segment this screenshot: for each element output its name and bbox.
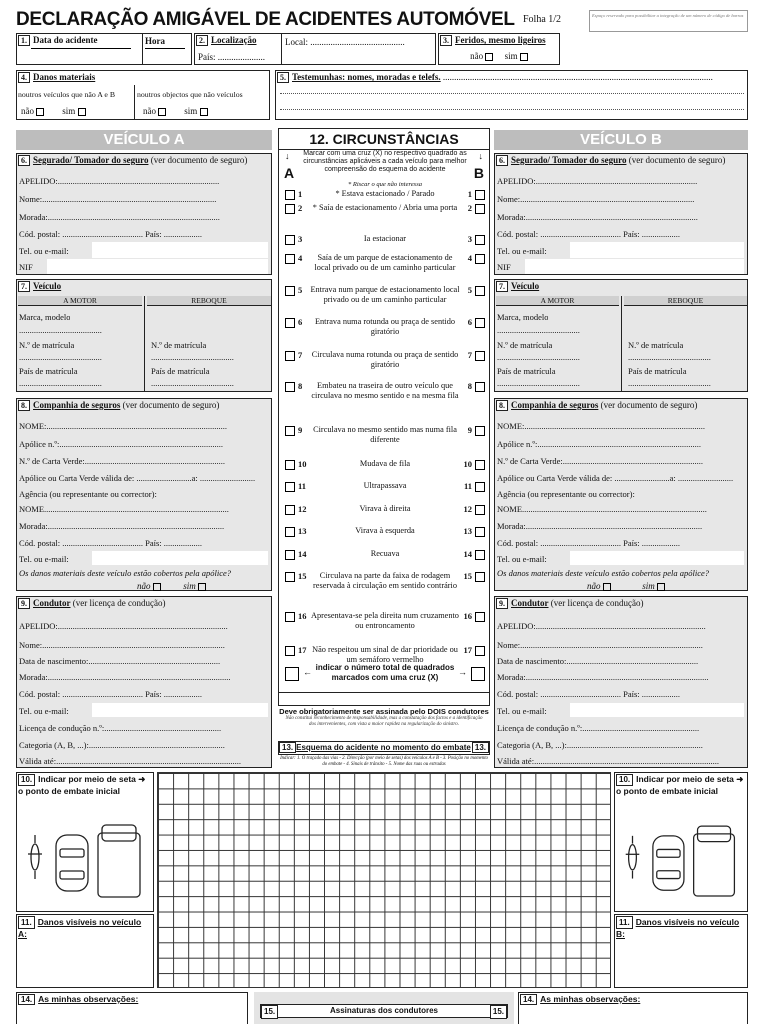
damage-objects-no-checkbox[interactable] xyxy=(158,108,166,116)
insured-b-nif-input[interactable] xyxy=(525,259,744,274)
country-field[interactable]: País: ..................... xyxy=(198,52,266,62)
circumstance-text: * Saía de estacionamento / Abria uma porta xyxy=(312,203,458,212)
signatures-area: 15. Assinaturas dos condutores 15. xyxy=(254,992,514,1024)
circumstance-b-checkbox[interactable] xyxy=(475,482,485,492)
circumstance-number: 1 xyxy=(467,189,472,199)
circumstance-b-checkbox[interactable] xyxy=(475,426,485,436)
vehicle-silhouettes-icon[interactable] xyxy=(18,819,154,909)
circumstance-text: Apresentava-se pela direita num cruzamento ou entroncamento xyxy=(311,611,459,630)
circumstance-b-checkbox[interactable] xyxy=(475,254,485,264)
visible-damage-a-label: Danos visíveis no veículo A: xyxy=(18,917,142,939)
insurer-a-covered-yes[interactable] xyxy=(198,583,206,591)
visible-damage-b-box: 11. Danos visíveis no veículo B: xyxy=(614,914,748,988)
circumstance-text: Embateu na traseira de outro veículo que circulava no mesmo sentido e na mesma fila xyxy=(311,381,459,400)
circumstance-b-checkbox[interactable] xyxy=(475,190,485,200)
insurer-b-tel-input[interactable] xyxy=(570,551,744,565)
circumstance-text: Ultrapassava xyxy=(363,481,407,490)
total-label: indicar o número total de quadrados marcados com uma cruz (X) xyxy=(315,663,455,682)
circumstances-instructions: Marcar com uma cruz (X) no respectivo quadrado as circunstâncias aplicáveis a cada veículo para melhor compreensão do esquema do acidente xyxy=(303,150,467,173)
circumstance-number: 8 xyxy=(467,381,472,391)
insured-a-tel-input[interactable] xyxy=(92,242,268,258)
circumstance-a-checkbox[interactable] xyxy=(285,286,295,296)
circumstance-number: 3 xyxy=(467,234,472,244)
circumstance-text: Entrava numa rotunda ou praça de sentido giratório xyxy=(314,317,456,336)
circumstance-row xyxy=(279,253,491,279)
driver-a-tel-input[interactable] xyxy=(92,703,268,717)
circumstance-a-checkbox[interactable] xyxy=(285,527,295,537)
circumstance-a-checkbox[interactable] xyxy=(285,235,295,245)
circumstance-row xyxy=(279,459,491,473)
location-label: Localização xyxy=(211,35,257,45)
circumstance-number: 10 xyxy=(463,459,472,469)
circumstance-a-checkbox[interactable] xyxy=(285,254,295,264)
observations-b-label: As minhas observações: xyxy=(540,994,641,1004)
injured-yes-checkbox[interactable] xyxy=(520,53,528,61)
signatures-label: Assinaturas dos condutores xyxy=(329,1006,439,1015)
circumstance-row xyxy=(279,350,491,376)
accident-sketch-grid[interactable] xyxy=(157,772,611,988)
circumstance-a-checkbox[interactable] xyxy=(285,426,295,436)
scheme-title: Esquema do acidente no momento do embate xyxy=(296,743,471,752)
circumstance-number: 3 xyxy=(298,234,303,244)
circumstance-number: 16 xyxy=(463,611,472,621)
circumstance-a-checkbox[interactable] xyxy=(285,550,295,560)
circumstance-row xyxy=(279,285,491,311)
circumstance-number: 11 xyxy=(298,481,307,491)
circumstance-text: Circulava numa rotunda ou praça de sentido giratório xyxy=(311,350,459,369)
circumstance-b-checkbox[interactable] xyxy=(475,318,485,328)
driver-a-box: 9. Condutor (ver licença de condução) APELIDO:................................................................................ Nome:...................................................................................... Data de nascimento:.............................................................. Morada:...................................................................................... Cód. postal: ...................................... País: .................. Tel. ou e-mail: Licença de condução n.º:....................................................... Categoria (A, B, ...):................................................................ Válida até:....................................................................................... xyxy=(16,596,272,768)
impact-point-b-box: 10. Indicar por meio de seta ➜ o ponto de embate inicial xyxy=(614,772,748,912)
location-box: 2. Localização Local: .......................................... País: ..................... xyxy=(194,33,436,65)
local-field[interactable]: Local: .......................................... xyxy=(285,37,405,47)
material-damage-box: 4. Danos materiais noutros veículos que não A e B noutros objectos que não veículos não sim não sim xyxy=(16,70,270,120)
circumstance-number: 17 xyxy=(298,645,307,655)
form-title: DECLARAÇÃO AMIGÁVEL DE ACIDENTES AUTOMÓVEL xyxy=(16,9,515,30)
circumstance-b-checkbox[interactable] xyxy=(475,351,485,361)
insurer-b-covered-yes[interactable] xyxy=(657,583,665,591)
circumstance-number: 14 xyxy=(298,549,307,559)
circumstance-number: 6 xyxy=(298,317,303,327)
accident-date-label: Data do acidente xyxy=(33,35,98,45)
circumstance-text: Mudava de fila xyxy=(359,459,411,468)
observations-b-box: 14. As minhas observações: xyxy=(518,992,748,1024)
circumstance-b-checkbox[interactable] xyxy=(475,527,485,537)
vehicle-a-heading: VEÍCULO A xyxy=(16,130,272,150)
accident-time-label: Hora xyxy=(145,36,165,46)
circumstance-number: 15 xyxy=(463,571,472,581)
insurer-a-covered-no[interactable] xyxy=(153,583,161,591)
insured-a-nif-input[interactable] xyxy=(47,259,268,274)
circumstance-row xyxy=(279,504,491,518)
driver-b-box: 9. Condutor (ver licença de condução) APELIDO:................................................................................ Nome:...................................................................................... Data de nascimento:.............................................................. Morada:...................................................................................... Cód. postal: ...................................... País: .................. Tel. ou e-mail: Licença de condução n.º:....................................................... Categoria (A, B, ...):................................................................ Válida até:....................................................................................... xyxy=(494,596,748,768)
circumstance-text: Não respeitou um sinal de dar prioridade ou um semáforo vermelho xyxy=(312,645,458,664)
circumstance-b-checkbox[interactable] xyxy=(475,382,485,392)
circumstance-a-checkbox[interactable] xyxy=(285,646,295,656)
circumstance-row xyxy=(279,611,491,637)
circumstance-a-checkbox[interactable] xyxy=(285,572,295,582)
circumstance-number: 12 xyxy=(298,504,307,514)
circumstance-b-checkbox[interactable] xyxy=(475,646,485,656)
circumstance-a-checkbox[interactable] xyxy=(285,382,295,392)
damage-vehicles-no-checkbox[interactable] xyxy=(36,108,44,116)
injured-label: Feridos, mesmo ligeiros xyxy=(455,35,546,45)
circumstance-row xyxy=(279,481,491,495)
circumstance-number: 13 xyxy=(463,526,472,536)
circumstance-number: 12 xyxy=(463,504,472,514)
total-b-box[interactable] xyxy=(471,667,485,681)
circumstances-box: 12. CIRCUNSTÂNCIAS ↓ ↓ A B Marcar com uma cruz (X) no respectivo quadrado as circunstâncias aplicáveis a cada veículo para melhor compreensão do esquema do acidente * Riscar o que não interessa 1 * Estava estacionado / Parado 1 2 * Saía de estacionamento / Abria uma porta 2 3 Ia estacionar 3 4 Saía de um parque de estacionamento de local privado ou de um caminho particular 4 5 Entrava num parque de estacionamento local privado ou de um caminho particular 5 6 Entrava numa rotunda ou praça de sentido giratório 6 7 Circulava numa rotunda ou praça de sentido giratório 7 8 Embateu na traseira de outro veículo que circulava no mesmo sentido e na mesma fila 8 9 Circulava no mesmo sentido mas numa fila diferente 9 10 Mudava de fila 10 11 Ultrapassava 11 12 Virava à direita 12 13 Virava à esquerda 13 14 Recuava 14 15 Circulava na parte da faixa de rodagem reservada à circulação em sentido contrário 15 16 Apresentava-se pela direita num cruzamento ou entroncamento 16 17 Não respeitou um sinal de dar prioridade ou um semáforo vermelho 17 ← indicar o número total de quadrados marcados com uma cruz (X) → xyxy=(278,128,490,706)
circumstance-number: 5 xyxy=(298,285,303,295)
circumstance-number: 4 xyxy=(467,253,472,263)
circumstance-number: 6 xyxy=(467,317,472,327)
observations-a-label: As minhas observações: xyxy=(38,994,139,1004)
accident-date-input[interactable] xyxy=(31,49,136,63)
damage-vehicles-yes-checkbox[interactable] xyxy=(78,108,86,116)
accident-date-box xyxy=(16,33,192,65)
circumstance-b-checkbox[interactable] xyxy=(475,235,485,245)
accident-time-input[interactable] xyxy=(145,49,189,63)
driver-b-tel-input[interactable] xyxy=(570,703,744,717)
circumstance-number: 2 xyxy=(298,203,303,213)
insurer-a-box: 8. Companhia de seguros (ver documento de seguro) NOME:..................................................................................... Apólice n.º:............................................................................. N.º de Carta Verde:.................................................................. Apólice ou Carta Verde válida de: ..........................a: .......................... Agência (ou representante ou corrector): NOME....................................................................................... Morada:................................................................................... Cód. postal: ...................................... País: .................. Tel. ou e-mail: Os danos materiais deste veículo estão cobertos pela apólice? não sim xyxy=(16,398,272,591)
visible-damage-b-label: Danos visíveis no veículo B: xyxy=(616,917,740,939)
insurer-b-covered-no[interactable] xyxy=(603,583,611,591)
circumstance-a-checkbox[interactable] xyxy=(285,505,295,515)
circumstance-b-checkbox[interactable] xyxy=(475,572,485,582)
circumstance-b-checkbox[interactable] xyxy=(475,612,485,622)
vehicle-a-box: 7. Veículo A MOTOR REBOQUE Marca, modelo ....................................... N.º de matrícula ....................................... País de matrícula ....................................... N.º de matrícula ....................................... País de matrícula ....................................... xyxy=(16,279,272,392)
circumstance-a-checkbox[interactable] xyxy=(285,460,295,470)
circumstance-number: 15 xyxy=(298,571,307,581)
insured-a-box: 6. Segurado/ Tomador do seguro (ver documento de seguro) APELIDO:............................................................................ Nome:.................................................................................. Morada:................................................................................. Cód. postal: ...................................... País: .................. Tel. ou e-mail: NIF xyxy=(16,153,272,275)
section-number: 1. xyxy=(18,35,30,46)
circumstance-text: Recuava xyxy=(370,549,400,558)
circumstance-number: 4 xyxy=(298,253,303,263)
circumstance-row xyxy=(279,234,491,248)
circumstance-number: 13 xyxy=(298,526,307,536)
circumstance-b-checkbox[interactable] xyxy=(475,505,485,515)
circumstance-text: Entrava num parque de estacionamento local privado ou de um caminho particular xyxy=(310,285,460,304)
circumstance-b-checkbox[interactable] xyxy=(475,460,485,470)
circumstance-a-checkbox[interactable] xyxy=(285,351,295,361)
barcode-area: Espaço reservado para possibilitar a integração de um número de código de barras xyxy=(589,10,748,32)
circumstance-text: Virava à esquerda xyxy=(355,526,415,535)
circumstance-a-checkbox[interactable] xyxy=(285,318,295,328)
circumstance-row xyxy=(279,381,491,417)
damage-objects-yes-checkbox[interactable] xyxy=(200,108,208,116)
circumstance-text: Ia estacionar xyxy=(363,234,407,243)
circumstance-number: 2 xyxy=(467,203,472,213)
circumstance-row xyxy=(279,425,491,451)
circumstance-row xyxy=(279,203,491,229)
sheet-number: Folha 1/2 xyxy=(523,14,562,25)
vehicle-b-box: 7. Veículo A MOTOR REBOQUE Marca, modelo ....................................... N.º de matrícula ....................................... País de matrícula ....................................... N.º de matrícula ....................................... País de matrícula ....................................... xyxy=(494,279,748,392)
scheme-header: 13. Esquema do acidente no momento do embate 13. xyxy=(278,741,490,755)
circumstance-number: 1 xyxy=(298,189,303,199)
circumstance-number: 5 xyxy=(467,285,472,295)
insurer-a-tel-input[interactable] xyxy=(92,551,268,565)
observations-a-box: 14. As minhas observações: xyxy=(16,992,248,1024)
circumstance-text: Circulava na parte da faixa de rodagem reservada à circulação em sentido contrário xyxy=(313,571,457,590)
circumstance-number: 9 xyxy=(298,425,303,435)
circumstance-row xyxy=(279,189,491,201)
vehicle-silhouettes-icon[interactable] xyxy=(616,819,748,909)
circumstance-a-checkbox[interactable] xyxy=(285,612,295,622)
circumstance-b-checkbox[interactable] xyxy=(475,286,485,296)
circumstance-text: * Estava estacionado / Parado xyxy=(335,189,435,198)
circumstance-number: 7 xyxy=(467,350,472,360)
circumstance-row xyxy=(279,549,491,563)
circumstance-row xyxy=(279,571,491,607)
circumstance-number: 8 xyxy=(298,381,303,391)
injured-no-checkbox[interactable] xyxy=(485,53,493,61)
witnesses-input[interactable] xyxy=(280,85,744,117)
material-damage-label: Danos materiais xyxy=(33,72,96,82)
circumstance-text: Circulava no mesmo sentido mas numa fila diferente xyxy=(313,425,457,444)
circumstance-number: 14 xyxy=(463,549,472,559)
impact-point-a-box: 10. Indicar por meio de seta ➜ o ponto de embate inicial xyxy=(16,772,154,912)
circumstance-text: Virava à direita xyxy=(359,504,411,513)
total-a-box[interactable] xyxy=(285,667,299,681)
circumstance-number: 11 xyxy=(463,481,472,491)
circumstance-row xyxy=(279,317,491,343)
circumstance-row xyxy=(279,526,491,540)
vehicle-b-heading: VEÍCULO B xyxy=(494,130,748,150)
circumstance-b-checkbox[interactable] xyxy=(475,550,485,560)
visible-damage-a-box: 11. Danos visíveis no veículo A: xyxy=(16,914,154,988)
injured-box: 3. Feridos, mesmo ligeiros não sim xyxy=(438,33,560,65)
witnesses-box: 5. Testemunhas: nomes, moradas e telefs. ........................................................................................................................ xyxy=(275,70,748,120)
impact-a-label: Indicar por meio de seta ➜ o ponto de embate inicial xyxy=(18,774,146,796)
insured-b-tel-input[interactable] xyxy=(570,242,744,258)
circumstance-a-checkbox[interactable] xyxy=(285,482,295,492)
signature-note: Deve obrigatoriamente ser assinada pelo DOIS condutores xyxy=(279,707,489,716)
circumstance-number: 10 xyxy=(298,459,307,469)
circumstance-number: 17 xyxy=(463,645,472,655)
circumstance-a-checkbox[interactable] xyxy=(285,190,295,200)
insured-b-box: 6. Segurado/ Tomador do seguro (ver documento de seguro) APELIDO:............................................................................ Nome:.................................................................................. Morada:................................................................................. Cód. postal: ...................................... País: .................. Tel. ou e-mail: NIF xyxy=(494,153,748,275)
circumstance-text: Saía de um parque de estacionamento de local privado ou de um caminho particular xyxy=(314,253,456,272)
circumstance-number: 16 xyxy=(298,611,307,621)
witnesses-label: Testemunhas: nomes, moradas e telefs. xyxy=(292,72,441,82)
insurer-b-box: 8. Companhia de seguros (ver documento de seguro) NOME:..................................................................................... Apólice n.º:............................................................................. N.º de Carta Verde:.................................................................. Apólice ou Carta Verde válida de: ..........................a: .......................... Agência (ou representante ou corrector): NOME....................................................................................... Morada:................................................................................... Cód. postal: ...................................... País: .................. Tel. ou e-mail: Os danos materiais deste veículo estão cobertos pela apólice? não sim xyxy=(494,398,748,591)
circumstance-a-checkbox[interactable] xyxy=(285,204,295,214)
circumstance-b-checkbox[interactable] xyxy=(475,204,485,214)
circumstances-title: 12. CIRCUNSTÂNCIAS xyxy=(279,129,489,150)
circumstance-number: 9 xyxy=(467,425,472,435)
circumstance-number: 7 xyxy=(298,350,303,360)
impact-b-label: Indicar por meio de seta ➜ o ponto de embate inicial xyxy=(616,774,744,796)
